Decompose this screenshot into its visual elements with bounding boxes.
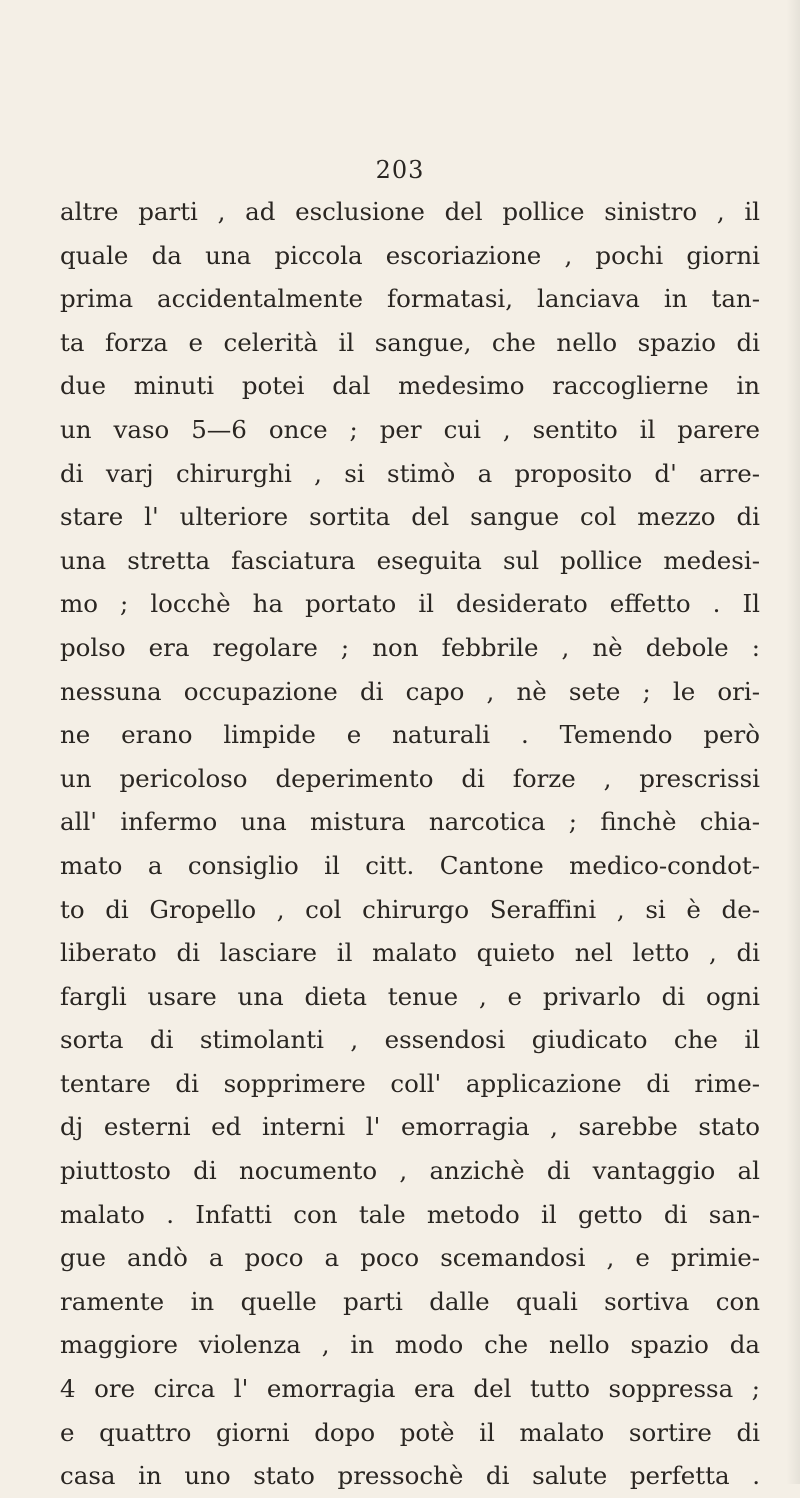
text-line: altre parti , ad esclusione del pollice sinistro , il xyxy=(60,197,760,226)
text-line: mo ; locchè ha portato il desiderato effetto . Il xyxy=(60,589,760,619)
text-line: all' infermo una mistura narcotica ; finchè chia- xyxy=(60,807,760,837)
text-line: un vaso 5—6 once ; per cui , sentito il parere xyxy=(60,414,760,444)
text-line: casa in uno stato pressochè di salute perfetta . xyxy=(60,1461,760,1491)
text-line: polso era regolare ; non febbrile , nè debole : xyxy=(60,632,760,662)
text-line: ne erano limpide e naturali . Temendo però xyxy=(60,720,760,750)
text-line: mato a consiglio il citt. Cantone medico-condot- xyxy=(60,850,760,880)
text-line: 4 ore circa l' emorragia era del tutto soppressa ; xyxy=(60,1374,760,1404)
text-line: tentare di sopprimere coll' applicazione di rime- xyxy=(60,1068,760,1098)
text-line: un pericoloso deperimento di forze , prescrissi xyxy=(60,763,760,793)
text-line: una stretta fasciatura eseguita sul pollice medesi- xyxy=(60,545,760,575)
text-line: malato . Infatti con tale metodo il getto di san- xyxy=(60,1199,760,1229)
text-line: quale da una piccola escoriazione , pochi giorni xyxy=(60,240,760,270)
text-line: sorta di stimolanti , essendosi giudicato che il xyxy=(60,1025,760,1055)
text-line: nessuna occupazione di capo , nè sete ; le ori- xyxy=(60,676,760,706)
text-line: dj esterni ed interni l' emorragia , sarebbe stato xyxy=(60,1112,760,1142)
text-line: piuttosto di nocumento , anzichè di vantaggio al xyxy=(60,1156,760,1186)
text-line: ta forza e celerità il sangue, che nello spazio di xyxy=(60,327,760,357)
text-line: di varj chirurghi , si stimò a proposito d' arre- xyxy=(60,458,760,488)
text-line: fargli usare una dieta tenue , e privarlo di ogni xyxy=(60,981,760,1011)
text-line: gue andò a poco a poco scemandosi , e primie- xyxy=(60,1243,760,1273)
text-line: to di Gropello , col chirurgo Seraffini , si è de- xyxy=(60,894,760,924)
text-line: stare l' ulteriore sortita del sangue col mezzo di xyxy=(60,502,760,532)
text-line: maggiore violenza , in modo che nello spazio da xyxy=(60,1330,760,1360)
text-line: liberato di lasciare il malato quieto nel letto , di xyxy=(60,938,760,968)
text-line: due minuti potei dal medesimo raccoglierne in xyxy=(60,371,760,401)
page-edge-shadow xyxy=(786,0,800,1484)
text-line: e quattro giorni dopo potè il malato sortire di xyxy=(60,1417,760,1447)
text-line: prima accidentalmente formatasi, lanciava in tan- xyxy=(60,284,760,314)
text-line: ramente in quelle parti dalle quali sortiva con xyxy=(60,1286,760,1316)
page-number: 203 xyxy=(375,156,425,184)
body-text xyxy=(60,190,760,1498)
